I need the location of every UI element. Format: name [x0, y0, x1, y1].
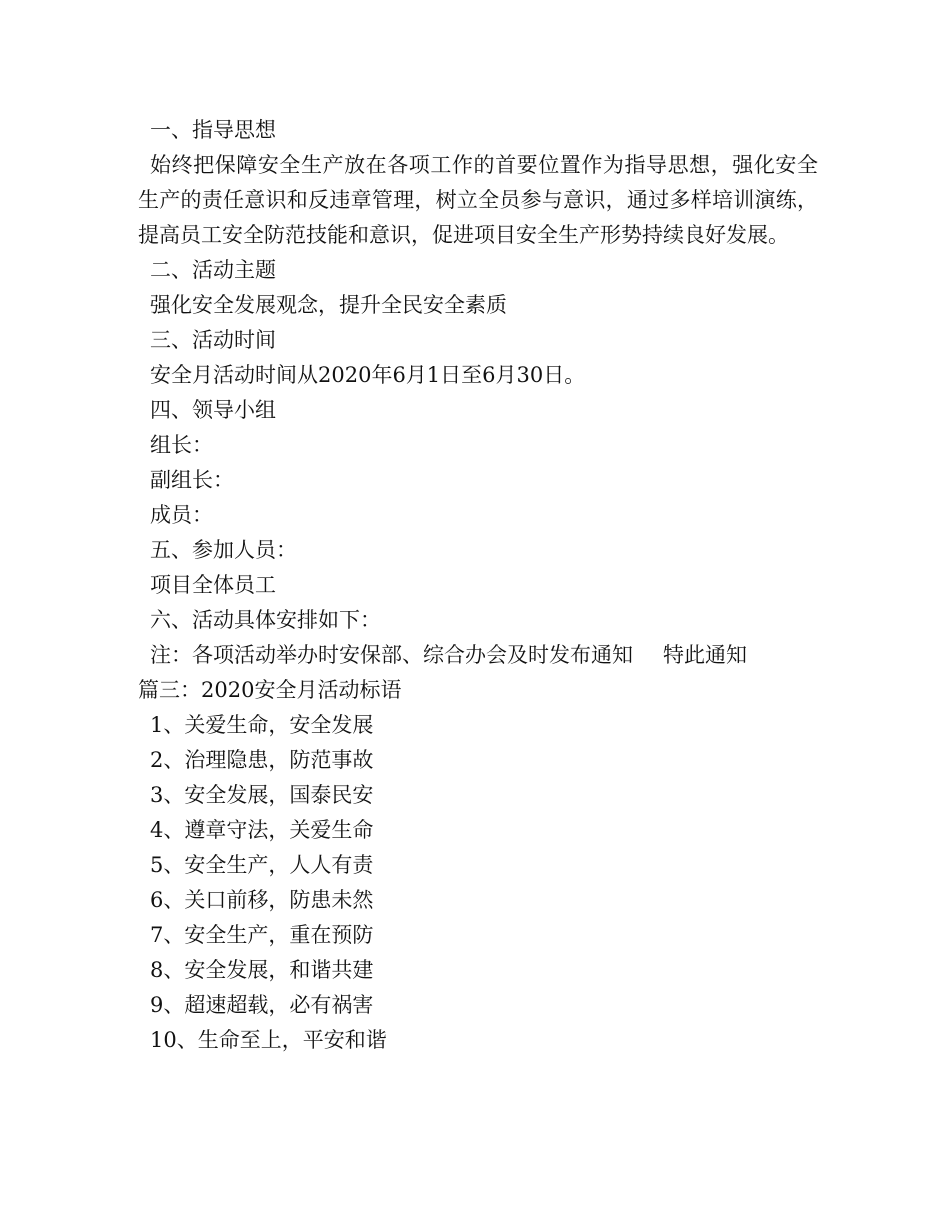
- heading-activity-time: 三、活动时间: [150, 328, 276, 352]
- document-body: [138, 113, 818, 1058]
- note-line: [138, 638, 818, 673]
- slogan-item: 2、治理隐患，防范事故: [150, 748, 374, 772]
- slogan-item: 1、关爱生命，安全发展: [150, 713, 374, 737]
- text-activity-theme: 强化安全发展观念，提升全民安全素质: [150, 293, 507, 317]
- slogan-item: 5、安全生产，人人有责: [150, 853, 374, 877]
- heading-guiding-thought: 一、指导思想: [150, 118, 276, 142]
- slogan-item: 10、生命至上，平安和谐: [150, 1028, 387, 1052]
- paragraph-guiding-thought: 始终把保障安全生产放在各项工作的首要位置作为指导思想，强化安全生产的责任意识和反违章管理，树立全员参与意识，通过多样培训演练，提高员工安全防范技能和意识，促进项目安全生产形势持续良好发展。: [138, 153, 818, 247]
- text-group-leader: 组长：: [150, 433, 213, 457]
- slogan-item: 8、安全发展，和谐共建: [150, 958, 374, 982]
- text-participants: 项目全体员工: [150, 573, 276, 597]
- heading-participants: 五、参加人员：: [150, 538, 297, 562]
- slogan-item: 3、安全发展，国泰民安: [150, 783, 374, 807]
- heading-activity-arrangement: 六、活动具体安排如下：: [150, 608, 381, 632]
- slogan-item: 9、超速超载，必有祸害: [150, 993, 374, 1017]
- notice-text: 特此通知: [663, 643, 747, 667]
- text-activity-time: 安全月活动时间从2020年6月1日至6月30日。: [150, 363, 586, 387]
- section-three-title: 篇三：2020安全月活动标语: [138, 678, 402, 702]
- text-members: 成员：: [150, 503, 213, 527]
- slogan-item: 6、关口前移，防患未然: [150, 888, 374, 912]
- note-text: 注：各项活动举办时安保部、综合办会及时发布通知: [150, 643, 633, 667]
- slogan-item: 4、遵章守法，关爱生命: [150, 818, 374, 842]
- heading-activity-theme: 二、活动主题: [150, 258, 276, 282]
- slogan-item: 7、安全生产，重在预防: [150, 923, 374, 947]
- heading-leadership-group: 四、领导小组: [150, 398, 276, 422]
- text-deputy-leader: 副组长：: [150, 468, 234, 492]
